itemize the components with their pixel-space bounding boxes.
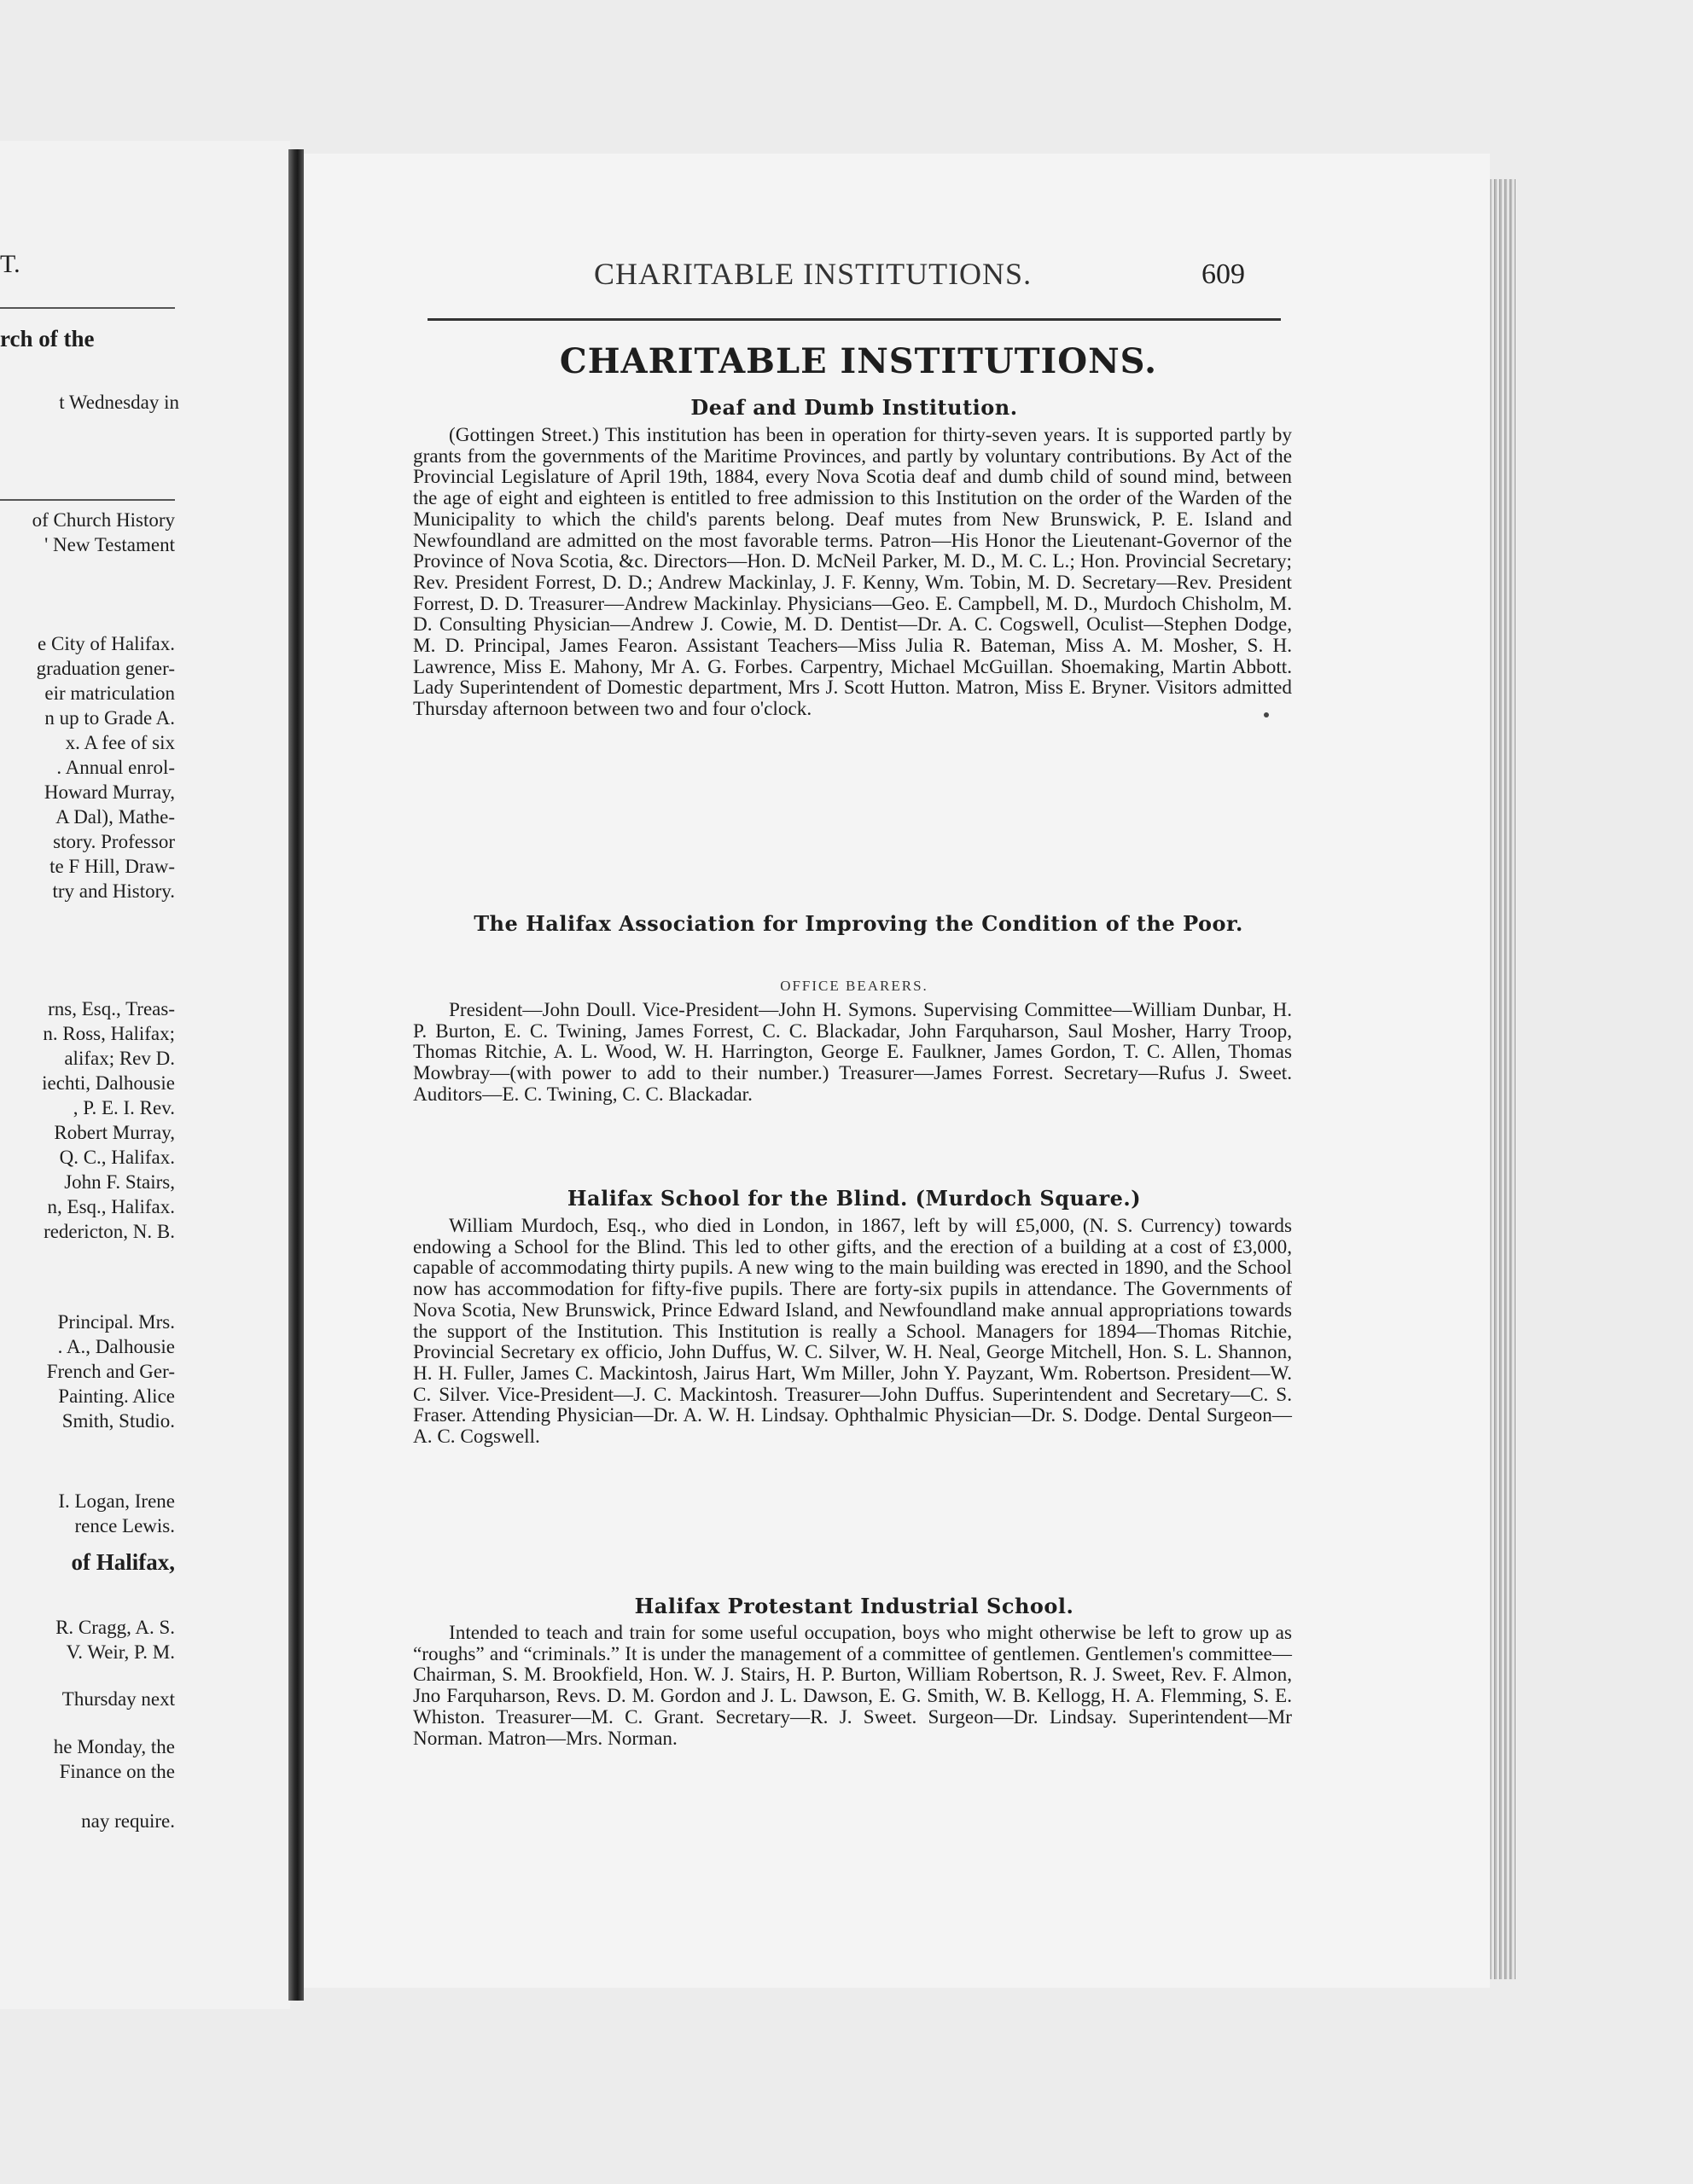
left-page-line: John F. Stairs, [64,1171,175,1193]
section-title-halifax-association: The Halifax Association for Improving the Condition of the Poor. [474,911,1243,936]
left-facing-page [0,141,290,2009]
section-title-industrial-school: Halifax Protestant Industrial School. [634,1594,1074,1618]
left-page-line: he Monday, the [53,1736,175,1757]
header-rule [428,318,1281,321]
left-page-line: Smith, Studio. [61,1410,175,1432]
left-page-line: A Dal), Mathe- [55,806,175,828]
left-page-line: French and Ger- [46,1361,175,1382]
left-page-line: Principal. Mrs. [57,1311,175,1333]
left-page-line: I. Logan, Irene [58,1490,175,1512]
left-page-line: te F Hill, Draw- [49,856,175,877]
left-page-line: of Church History [32,509,175,531]
section-body-deaf-dumb: (Gottingen Street.) This institution has been in operation for thirty-seven years. It is supported partly by grants from the governments of the Maritime Provinces, and partly by voluntary contributions. By Act of the Provincial Legislature of April 19th, 1884, every Nova Scotia deaf and dumb child of sound mind, between the age of eight and eighteen is entitled to free admission to this Institution on the order of the Warden of the Municipality to which the child's parents belong. Deaf mutes from New Brunswick, P. E. Island and Newfoundland are admitted on the most favorable terms. Patron—His Honor the Lieutenant-Governor of the Province of Nova Scotia, &c. Directors—Hon. D. McNeil Parker, M. D., M. C. L.; Hon. Provincial Secretary; Rev. President Forrest, D. D.; Andrew Mackinlay, J. F. Kenny, Wm. Tobin, M. D. Secretary—Rev. President Forrest, D. D. Treasurer—Andrew Mackinlay. Physicians—Geo. E. Campbell, M. D., Murdoch Chisholm, M. D. Consulting Physician—Andrew J. Cowie, M. D. Dentist—Dr. A. C. Cogswell, Oculist—Stephen Dodge, M. D. Principal, James Fearon. Assistant Teachers—Miss Julia R. Bateman, Miss A. M. Mosher, S. H. Lawrence, Miss E. Mahony, Mr A. G. Forbes. Carpentry, Michael McGuillan. Shoemaking, Martin Abbott. Lady Superintendent of Domestic department, Mrs J. Scott Hutton. Matron, Miss E. Bryner. Visitors admitted Thursday afternoon between two and four o'clock. [413,424,1292,721]
left-page-line: n up to Grade A. [44,707,175,729]
left-page-heading: of Halifax, [71,1549,175,1575]
left-page-line: . Annual enrol- [56,757,175,778]
left-page-line: t Wednesday in [59,392,179,413]
left-page-line: x. A fee of six [65,732,175,753]
page-edges [1490,179,1516,1979]
page-title: CHARITABLE INSTITUTIONS. [559,341,1158,381]
left-page-line: n. Ross, Halifax; [43,1023,175,1044]
left-page-line: nay require. [81,1810,175,1832]
left-page-line: graduation gener- [36,658,175,679]
left-page-line: iechti, Dalhousie [42,1072,175,1094]
left-page-line: ' New Testament [44,534,175,555]
left-page-line: Howard Murray, [44,781,175,803]
right-page [304,154,1490,1988]
left-page-heading: rch of the [0,326,95,351]
section-body-industrial-school: Intended to teach and train for some useful occupation, boys who might otherwise be left to grow up as “roughs” and “criminals.” It is under the management of a committee of gentlemen. Gentlemen's committee—Chairman, S. M. Brookfield, Hon. W. J. Stairs, H. P. Burton, William Robertson, R. J. Sweet, Rev. F. Almon, Jno Farquharson, Revs. D. M. Gordon and J. L. Dawson, E. G. Smith, W. B. Kellogg, H. A. Flemming, S. E. Whiston. Treasurer—M. C. Grant. Secretary—R. J. Sweet. Surgeon—Dr. Lindsay. Superintendent—Mr Norman. Matron—Mrs. Norman. [413,1622,1292,1750]
left-page-line: Painting. Alice [58,1385,175,1407]
section-body-halifax-association: President—John Doull. Vice-President—John H. Symons. Supervising Committee—William Dunbar, H. P. Burton, E. C. Twining, James Forrest, C. C. Blackadar, John Farquharson, Saul Mosher, Harry Troop, Thomas Ritchie, A. L. Wood, W. H. Harrington, George E. Faulkner, James Gordon, T. C. Allen, Thomas Mowbray—(with power to add to their number.) Treasurer—James Forrest. Secretary—Rufus J. Sweet. Auditors—E. C. Twining, C. C. Blackadar. [413,999,1292,1106]
section-body-school-blind: William Murdoch, Esq., who died in London, in 1867, left by will £5,000, (N. S. Currency) towards endowing a School for the Blind. This led to other gifts, and the erection of a building at a cost of £3,000, capable of accommodating thirty pupils. A new wing to the main building was erected in 1890, and the School now has accommodation for fifty-five pupils. There are forty-six pupils in attendance. The Governments of Nova Scotia, New Brunswick, Prince Edward Island, and Newfoundland make annual appropriations towards the support of the Institution. This Institution is really a School. Managers for 1894—Thomas Ritchie, Provincial Secretary ex officio, John Duffus, W. C. Silver, W. H. Neal, George Mitchell, Hon. S. L. Shannon, H. H. Fuller, James C. Mackintosh, Jairus Hart, Wm Miller, John Y. Payzant, Wm. Robertson. President—W. C. Silver. Vice-President—J. C. Mackintosh. Treasurer—John Duffus. Superintendent and Secretary—C. S. Fraser. Attending Physician—Dr. A. W. H. Lindsay. Ophthalmic Physician—Dr. S. Dodge. Dental Surgeon—A. C. Cogswell. [413,1215,1292,1449]
left-page-line: Finance on the [59,1761,175,1782]
left-page-rule [0,307,175,309]
ink-speck [1264,712,1269,717]
left-page-line: story. Professor [53,831,175,852]
left-page-line: try and History. [52,880,175,902]
left-page-line: rence Lewis. [74,1515,175,1536]
left-page-line: e City of Halifax. [38,633,175,654]
running-head: CHARITABLE INSTITUTIONS. [594,257,1033,291]
left-page-line: alifax; Rev D. [64,1048,175,1069]
page-number: 609 [1201,258,1245,290]
left-page-line: redericton, N. B. [44,1221,175,1242]
left-page-rule [0,499,175,501]
left-page-line: R. Cragg, A. S. [55,1617,175,1638]
left-page-line: V. Weir, P. M. [66,1641,175,1663]
book-spine [288,149,304,2001]
left-page-line: eir matriculation [44,682,175,704]
section-title-school-blind: Halifax School for the Blind. (Murdoch Square.) [567,1186,1142,1211]
left-page-line: Thursday next [61,1688,175,1710]
left-page-line: Robert Murray, [54,1122,175,1143]
left-page-line: n, Esq., Halifax. [47,1196,175,1217]
section-title-deaf-dumb: Deaf and Dumb Institution. [690,395,1018,420]
left-page-line: , P. E. I. Rev. [73,1097,175,1118]
left-page-line: . A., Dalhousie [57,1336,175,1357]
left-page-line: T. [0,250,20,278]
left-page-line: rns, Esq., Treas- [48,998,175,1019]
left-page-line: Q. C., Halifax. [59,1147,175,1168]
office-bearers-subtitle: OFFICE BEARERS. [780,978,928,994]
